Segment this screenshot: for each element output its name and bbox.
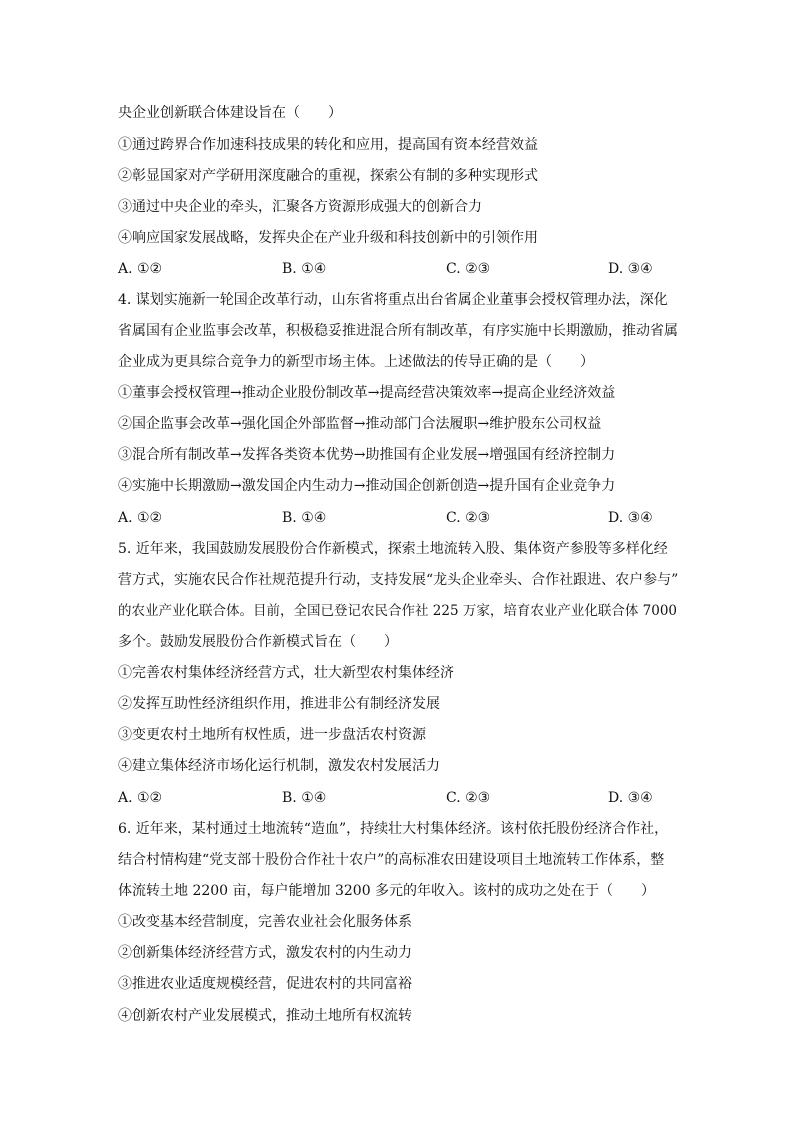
q3-item-3: ③通过中央企业的牵头，汇聚各方资源形成强大的创新合力 [118,199,482,215]
q5-item-3: ③变更农村土地所有权性质，进一步盘活农村资源 [118,727,426,743]
q3-option-c: C. ②③ [446,261,491,277]
q6-stem-line-3: 体流转土地 2200 亩，每户能增加 3200 多元的年收入。该村的成功之处在于（ ） [118,883,656,899]
q4-options [118,508,678,528]
q4-item-3: ③混合所有制改革→发挥各类资本优势→助推国有企业发展→增强国有经济控制力 [118,447,616,463]
q3-option-b: B. ①④ [282,261,327,277]
q4-item-1: ①董事会授权管理→推动企业股份制改革→提高经营决策效率→提高企业经济效益 [118,385,616,401]
q6-item-1: ①改变基本经营制度，完善农业社会化服务体系 [118,914,412,930]
q5-stem-line-2: 营方式，实施农民合作社规范提升行动，支持发展“龙头企业牵头、合作社跟进、农户参与” [118,572,679,588]
q5-item-4: ④建立集体经济市场化运行机制，激发农村发展活力 [118,758,440,774]
q5-option-a: A. ①② [118,790,163,806]
q5-option-c: C. ②③ [446,790,491,806]
q6-item-3: ③推进农业适度规模经营，促进农村的共同富裕 [118,976,412,992]
q3-item-4: ④响应国家发展战略，发挥央企在产业升级和科技创新中的引领作用 [118,230,538,246]
q4-option-c: C. ②③ [446,510,491,526]
q5-item-1: ①完善农村集体经济经营方式，壮大新型农村集体经济 [118,665,454,681]
q4-option-b: B. ①④ [282,510,327,526]
q3-item-1: ①通过跨界合作加速科技成果的转化和应用，提高国有资本经营效益 [118,137,538,153]
q6-item-4: ④创新农村产业发展模式，推动土地所有权流转 [118,1008,412,1024]
q5-item-2: ②发挥互助性经济组织作用，推进非公有制经济发展 [118,696,440,712]
q6-stem-line-2: 结合村情构建“党支部十股份合作社十农户”的高标准农田建设项目土地流转工作体系，整 [118,852,665,868]
q3-options [118,259,678,279]
q5-option-d: D. ③④ [608,790,653,806]
q4-item-2: ②国企监事会改革→强化国企外部监督→推动部门合法履职→维护股东公司权益 [118,416,602,432]
q6-item-2: ②创新集体经济经营方式，激发农村的内生动力 [118,945,412,961]
q4-option-d: D. ③④ [608,510,653,526]
q3-stem-tail: 央企业创新联合体建设旨在（ ） [118,105,342,121]
q4-stem-line-3: 企业成为更具综合竞争力的新型市场主体。上述做法的传导正确的是（ ） [118,354,594,370]
q6-stem-line-1: 6. 近年来，某村通过土地流转“造血”，持续壮大村集体经济。该村依托股份经济合作社， [118,821,669,837]
q3-option-a: A. ①② [118,261,163,277]
q5-option-b: B. ①④ [282,790,327,806]
q4-stem-line-1: 4. 谋划实施新一轮国企改革行动，山东省将重点出台省属企业董事会授权管理办法，深化 [118,292,668,308]
q5-stem-line-1: 5. 近年来，我国鼓励发展股份合作新模式，探索土地流转入股、集体资产参股等多样化经 [118,541,668,557]
q5-options [118,788,678,808]
q4-stem-line-2: 省属国有企业监事会改革，积极稳妥推进混合所有制改革，有序实施中长期激励，推动省属 [118,323,678,339]
q5-stem-line-3: 的农业产业化联合体。目前，全国已登记农民合作社 225 万家，培育农业产业化联合体 7000 [118,603,677,619]
q3-item-2: ②彰显国家对产学研用深度融合的重视，探索公有制的多种实现形式 [118,168,538,184]
q4-option-a: A. ①② [118,510,163,526]
q4-item-4: ④实施中长期激励→激发国企内生动力→推动国企创新创造→提升国有企业竞争力 [118,478,616,494]
q3-option-d: D. ③④ [608,261,653,277]
q5-stem-line-4: 多个。鼓励发展股份合作新模式旨在（ ） [118,634,398,650]
